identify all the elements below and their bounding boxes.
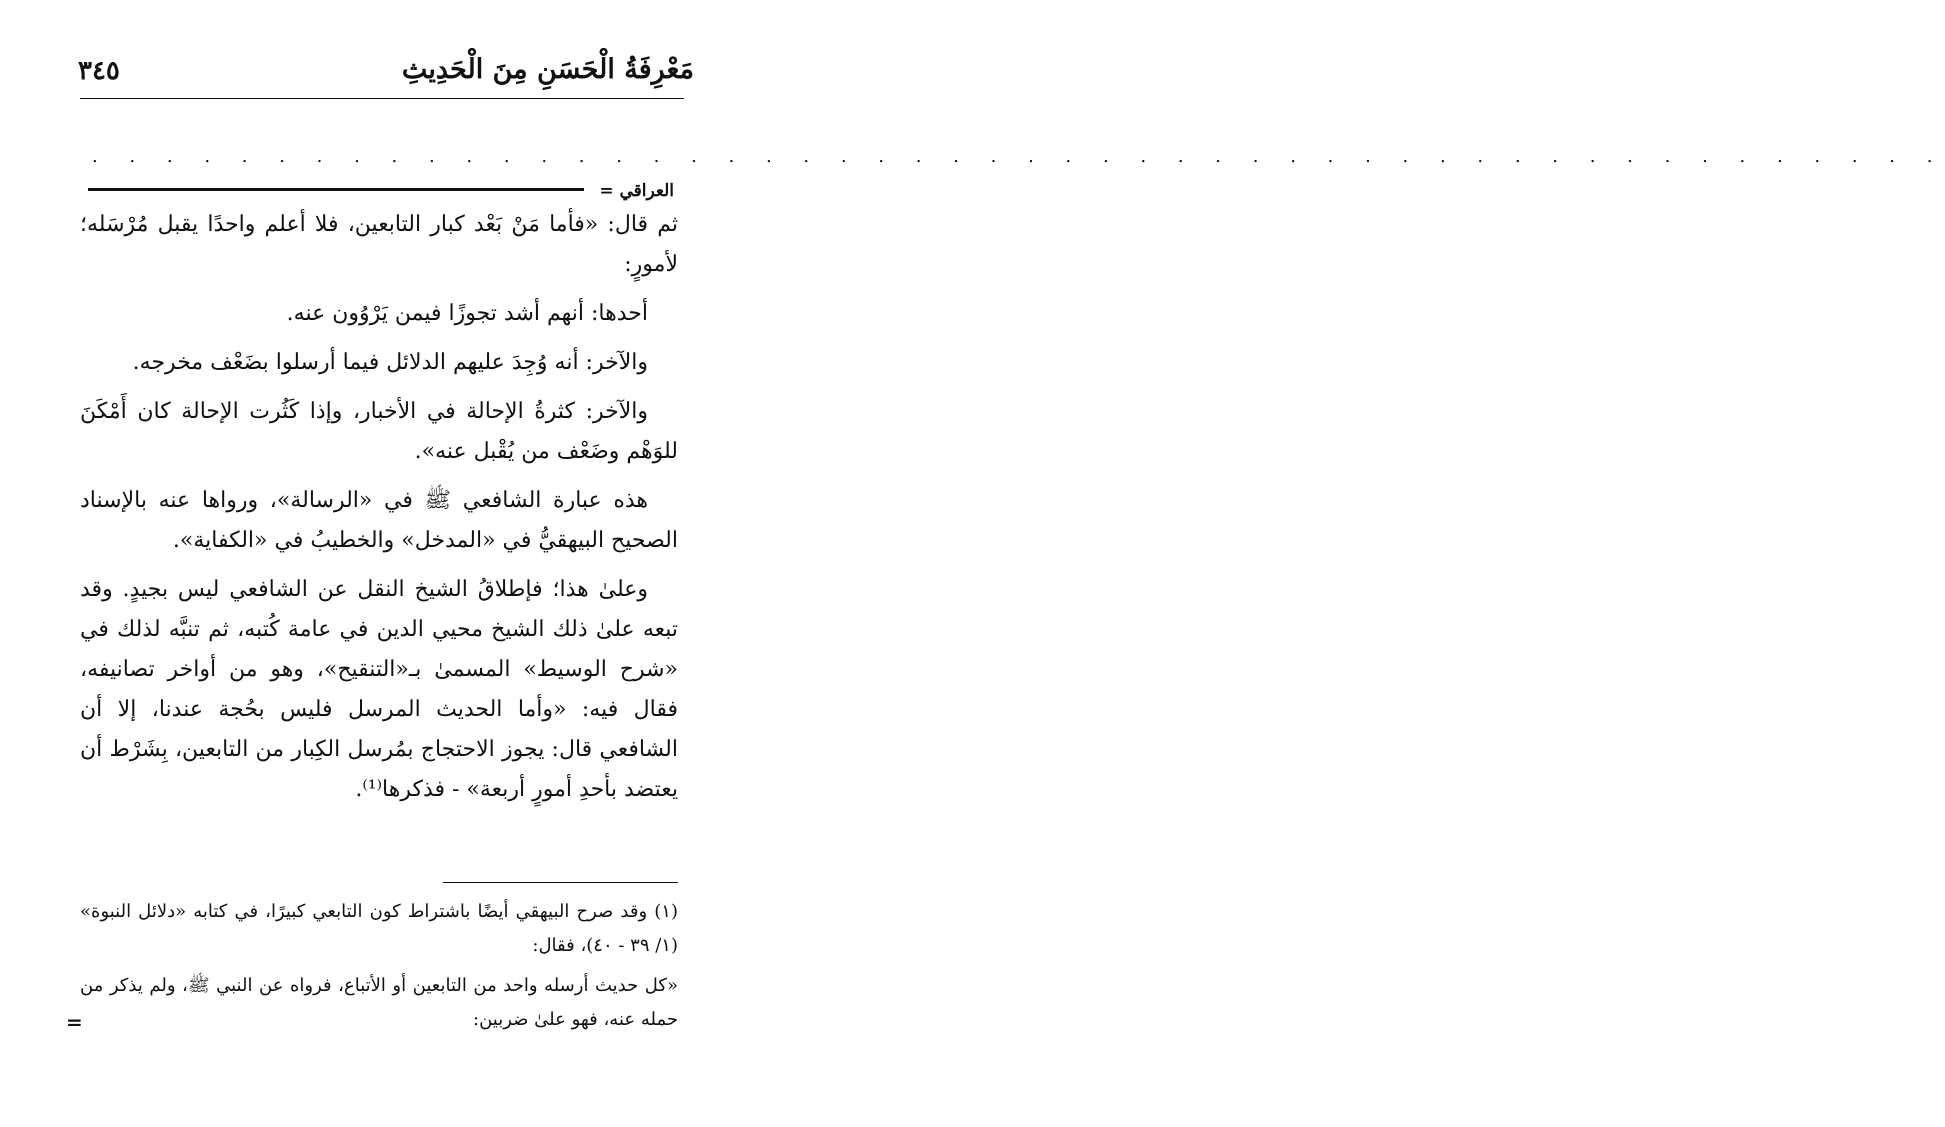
footnote: «كل حديث أرسله واحد من التابعين أو الأتباع، فرواه عن النبي ﷺ، ولم يذكر من حمله عنه، فهو علىٰ ضربين: [80, 975, 678, 1030]
footnote: (١) وقد صرح البيهقي أيضًا باشتراط كون التابعي كبيرًا، في كتابه «دلائل النبوة» (١/ ٣٩ - ٤٠)، فقال: [80, 901, 678, 956]
dotted-separator: . . . . . . . . . . . . . . . . . . . . . . . . . . . . . . . . . . . . . . . . . . . . . . . . . . [92, 146, 1945, 167]
section-label: العراقي = [599, 181, 674, 201]
section-rule [88, 188, 584, 191]
page-number: ٣٤٥ [78, 56, 120, 86]
main-text [80, 205, 678, 819]
paragraph: هذه عبارة الشافعي ﷺ في «الرسالة»، ورواها عنه بالإسناد الصحيح البيهقيُّ في «المدخل» والخطيبُ في «الكفاية». [80, 488, 678, 553]
footnote-rule [443, 882, 678, 883]
page-header [60, 50, 694, 92]
paragraph: والآخر: أنه وُجِدَ عليهم الدلائل فيما أرسلوا بضَعْف مخرجه. [132, 350, 648, 375]
paragraph: والآخر: كثرةُ الإحالة في الأخبار، وإذا كَثُرت الإحالة كان أَمْكَنَ للوَهْم وضَعْف من يُقْبل عنه». [80, 399, 678, 464]
running-title: مَعْرِفَةُ الْحَسَنِ مِنَ الْحَدِيثِ [401, 54, 694, 85]
paragraph: وعلىٰ هذا؛ فإطلاقُ الشيخ النقل عن الشافعي ليس بجيدٍ. وقد تبعه علىٰ ذلك الشيخ محيي الدين في عامة كُتبه، ثم تنبَّه لذلك في «شرح الوسيط» المسمىٰ بـ«التنقيح»، وهو من أواخر تصانيفه، فقال فيه: «وأما الحديث المرسل فليس بحُجة عندنا، إلا أن الشافعي قال: يجوز الاحتجاج بمُرسل الكِبار من التابعين، بِشَرْط أن يعتضد بأحدِ أمورٍ أربعة» - فذكرها⁽¹⁾. [80, 577, 678, 802]
continuation-mark: = [66, 1010, 83, 1034]
footnotes [80, 895, 678, 1043]
paragraph: أحدها: أنهم أشد تجوزًا فيمن يَرْوُون عنه. [286, 301, 648, 326]
header-rule [80, 98, 684, 99]
paragraph: ثم قال: «فأما مَنْ بَعْد كبار التابعين، فلا أعلم واحدًا يقبل مُرْسَله؛ لأمورٍ: [80, 212, 679, 277]
